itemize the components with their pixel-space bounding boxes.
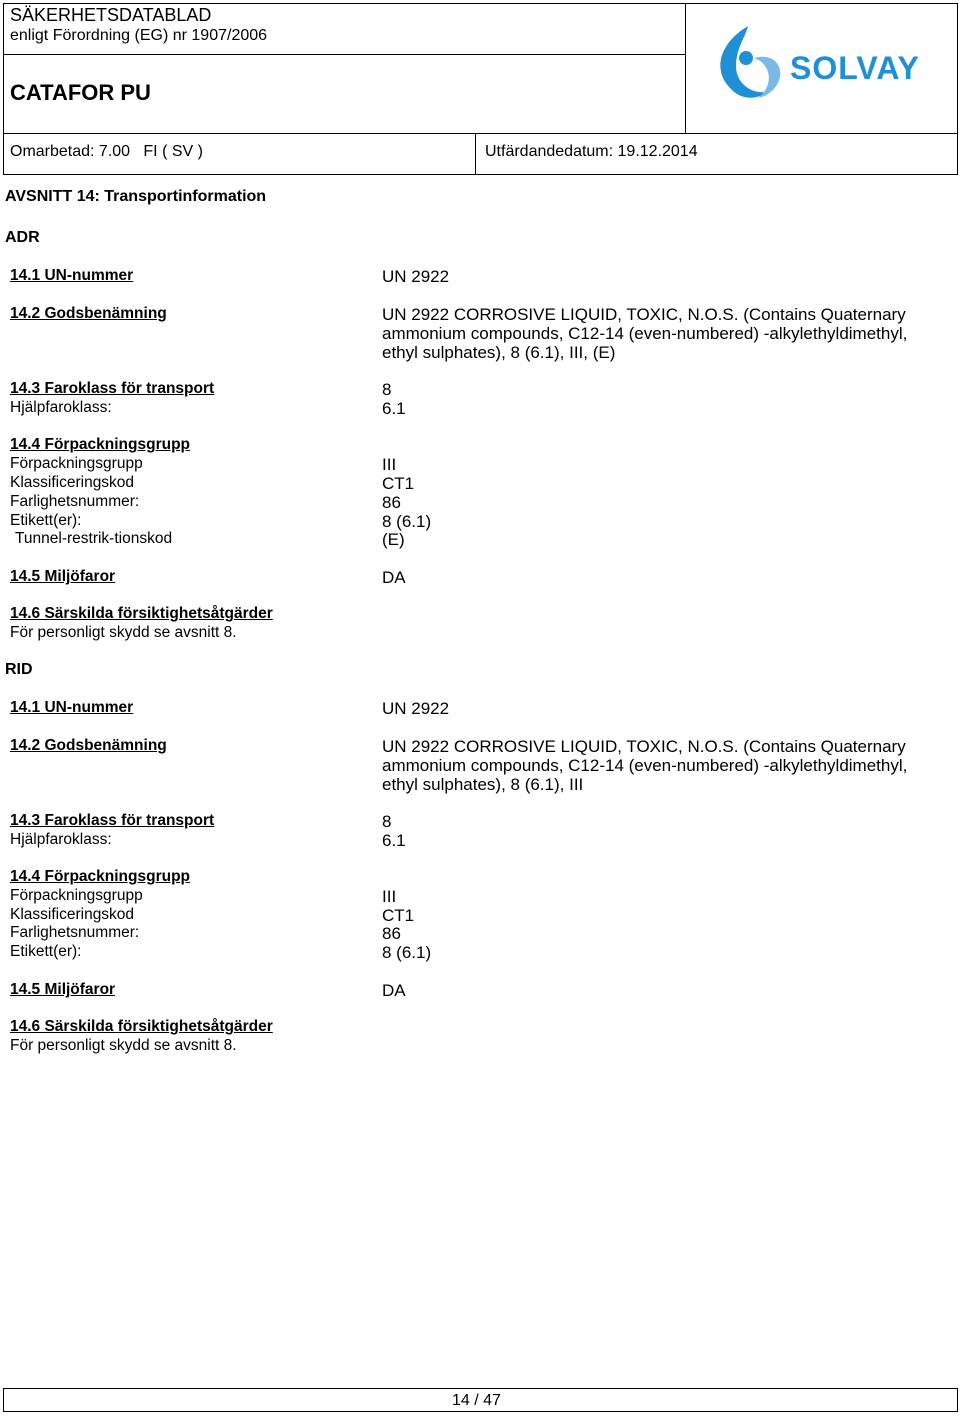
adr-subclass-label: Hjälpfaroklass: (10, 399, 112, 416)
rid-un-label: 14.1 UN-nummer (10, 699, 134, 716)
rid-hazard-label: Farlighetsnummer: (10, 924, 140, 941)
adr-heading: ADR (5, 229, 40, 246)
header-divider (3, 133, 958, 134)
adr-pg-label: Förpackningsgrupp (10, 455, 143, 472)
rid-hazard-value: 86 (382, 924, 401, 943)
section-title: AVSNITT 14: Transportinformation (5, 188, 267, 205)
rid-pg-heading: 14.4 Förpackningsgrupp (10, 868, 191, 885)
adr-hazard-label: Farlighetsnummer: (10, 493, 140, 510)
adr-code-value: CT1 (382, 474, 415, 493)
header-vline-bottom (475, 133, 476, 175)
rid-code-label: Klassificeringskod (10, 906, 135, 923)
adr-precautions-label: 14.6 Särskilda försiktighetsåtgärder (10, 605, 273, 622)
rid-heading: RID (5, 661, 33, 678)
adr-env-label: 14.5 Miljöfaror (10, 568, 116, 585)
solvay-logo (710, 20, 930, 120)
adr-tunnel-label: Tunnel-restrik-tionskod (15, 530, 173, 547)
product-name: CATAFOR PU (10, 80, 151, 105)
rid-code-value: CT1 (382, 906, 415, 925)
adr-subclass-value: 6.1 (382, 399, 406, 418)
logo-text: SOLVAY (790, 50, 920, 86)
adr-labels-value: 8 (6.1) (382, 512, 432, 531)
rid-class-label: 14.3 Faroklass för transport (10, 812, 215, 829)
rid-env-value: DA (382, 981, 406, 1000)
adr-hazard-value: 86 (382, 493, 401, 512)
rid-name-value: UN 2922 CORROSIVE LIQUID, TOXIC, N.O.S. (Contains Quaternary ammonium compounds, C12-14 (even-numbered) -alkylethyldimethyl, ethyl sulphates), 8 (6.1), III (382, 737, 908, 794)
adr-name-value: UN 2922 CORROSIVE LIQUID, TOXIC, N.O.S. (Contains Quaternary ammonium compounds, C12-14 (even-numbered) -alkylethyldimethyl, ethyl sulphates), 8 (6.1), III, (E) (382, 305, 908, 362)
rid-labels-value: 8 (6.1) (382, 943, 432, 962)
adr-tunnel-value: (E) (382, 530, 405, 549)
adr-class-value: 8 (382, 380, 392, 399)
rid-pg-value: III (382, 887, 397, 906)
rid-precautions-text: För personligt skydd se avsnitt 8. (10, 1037, 237, 1054)
adr-name-label: 14.2 Godsbenämning (10, 305, 167, 322)
adr-un-label: 14.1 UN-nummer (10, 267, 134, 284)
rid-pg-label: Förpackningsgrupp (10, 887, 143, 904)
rid-precautions-label: 14.6 Särskilda försiktighetsåtgärder (10, 1018, 273, 1035)
rid-labels-label: Etikett(er): (10, 943, 82, 960)
rid-name-label: 14.2 Godsbenämning (10, 737, 167, 754)
rid-subclass-label: Hjälpfaroklass: (10, 831, 112, 848)
adr-code-label: Klassificeringskod (10, 474, 135, 491)
doc-title: SÄKERHETSDATABLAD (10, 5, 212, 25)
rid-class-value: 8 (382, 812, 392, 831)
adr-env-value: DA (382, 568, 406, 587)
page-number: 14 / 47 (452, 1392, 501, 1409)
regulation: enligt Förordning (EG) nr 1907/2006 (10, 27, 268, 44)
adr-un-value: UN 2922 (382, 267, 450, 286)
adr-pg-value: III (382, 455, 397, 474)
header-vline (685, 3, 686, 133)
rid-subclass-value: 6.1 (382, 831, 406, 850)
revision-info: Omarbetad: 7.00 FI ( SV ) (10, 143, 203, 160)
rid-un-value: UN 2922 (382, 699, 450, 718)
adr-labels-label: Etikett(er): (10, 512, 82, 529)
adr-class-label: 14.3 Faroklass för transport (10, 380, 215, 397)
adr-precautions-text: För personligt skydd se avsnitt 8. (10, 624, 237, 641)
issue-date: Utfärdandedatum: 19.12.2014 (485, 143, 698, 160)
rid-env-label: 14.5 Miljöfaror (10, 981, 116, 998)
adr-pg-heading: 14.4 Förpackningsgrupp (10, 436, 191, 453)
